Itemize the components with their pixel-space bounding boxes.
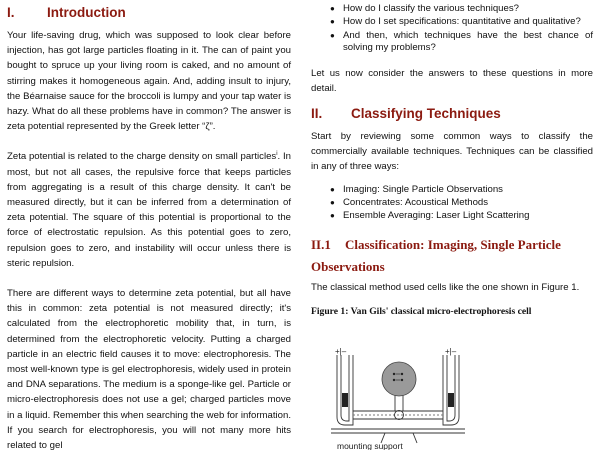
section-heading-introduction [7,4,291,22]
subsection-title: Classification: Imaging, Single Particle Observations [311,236,561,274]
list-item: ● Concentrates: Acoustical Methods [330,197,489,209]
classical-paragraph: The classical method used cells like the one shown in Figure 1. [311,281,580,293]
classification-list [311,184,593,223]
start-paragraph: Start by reviewing some common ways to classify the commercially available techniques. Techniques can be classified in any of three ways: [311,131,593,173]
figure-caption: Figure 1: Van Gils' classical micro-electrophoresis cell [311,306,532,318]
bullet-icon: ● [330,30,335,40]
bullet-icon: ● [330,184,335,194]
electrode-sign-left: +|– [335,347,347,356]
right-column [311,0,593,325]
electrophoresis-cell-figure [323,345,473,450]
electrode-sign-right: +|– [445,347,457,356]
bullet-icon: ● [330,4,335,13]
section-number: II. [311,106,323,122]
intro-paragraph-1: Your life-saving drug, which was supposed to look clear before injection, has got large particles floating in it. The can of paint you bought to spruce up your living room is caked, and no amount of stirring makes it homogeneous again. And, adding insult to injury, the Béarnaise sauce for the broccoli is lumpy and your tap water is hazy. What do all these problems have in common? The answer is zeta potential represented by the Greek letter “ζ”. [7,30,291,133]
bullet-icon: ● [330,17,335,27]
intro-paragraph-2-rest: . In most, but not all cases, the repulsive force that keeps particles from aggregating is a result of this charge density. It can't be measured directly, but it can be inferred from a determination of zeta potential. The square of this potential is proportional to the force of electrostatic repulsion. As this potential goes to zero, repulsion goes to zero, and instability will occur unless there is steric repulsion. [7,151,291,269]
subsection-heading [311,234,593,278]
bullet-icon: ● [330,211,335,221]
list-item: ● And then, which techniques have the best chance of solving my problems? [330,29,593,54]
mounting-support-label: mounting support [337,441,403,450]
list-item: ● Imaging: Single Particle Observations [330,183,503,195]
section-title: Classifying Techniques [351,106,501,122]
list-item: ● How do I classify the various techniques? [330,3,519,14]
section-title: Introduction [47,5,126,20]
intro-paragraph-2-start: Zeta potential is related to the charge density on small particles [7,151,277,163]
subsection-number: II.1 [311,236,331,252]
section-heading-classifying [311,105,593,123]
question-list [311,3,593,55]
left-column [7,0,291,468]
section-number: I. [7,5,15,20]
list-item: ● Ensemble Averaging: Laser Light Scattering [330,210,530,222]
bullet-icon: ● [330,198,335,208]
footnote-marker: i [276,151,278,158]
consider-paragraph: Let us now consider the answers to these questions in more detail. [311,67,593,94]
intro-paragraph-3: There are different ways to determine zeta potential, but all have this in common: zeta potential is not measured directly; it's calculated from the electrophoretic mobility that, in turn, is determined from the electrophoretic velocity. Putting a charged particle in an electric field causes it to move: electrophoresis. The most well-known type is gel electrophoresis, widely used in protein and DNA separations. The medium is a sponge-like gel. Particle or micro-electrophoresis does not use a gel; charged particles move in a liquid. Remember this when searching the web for information. If you search for electrophoresis, you will not many more hits related to gel [7,288,291,452]
intro-paragraph-2 [7,149,291,271]
list-item: ● How do I set specifications: quantitative and qualitative? [330,16,581,28]
